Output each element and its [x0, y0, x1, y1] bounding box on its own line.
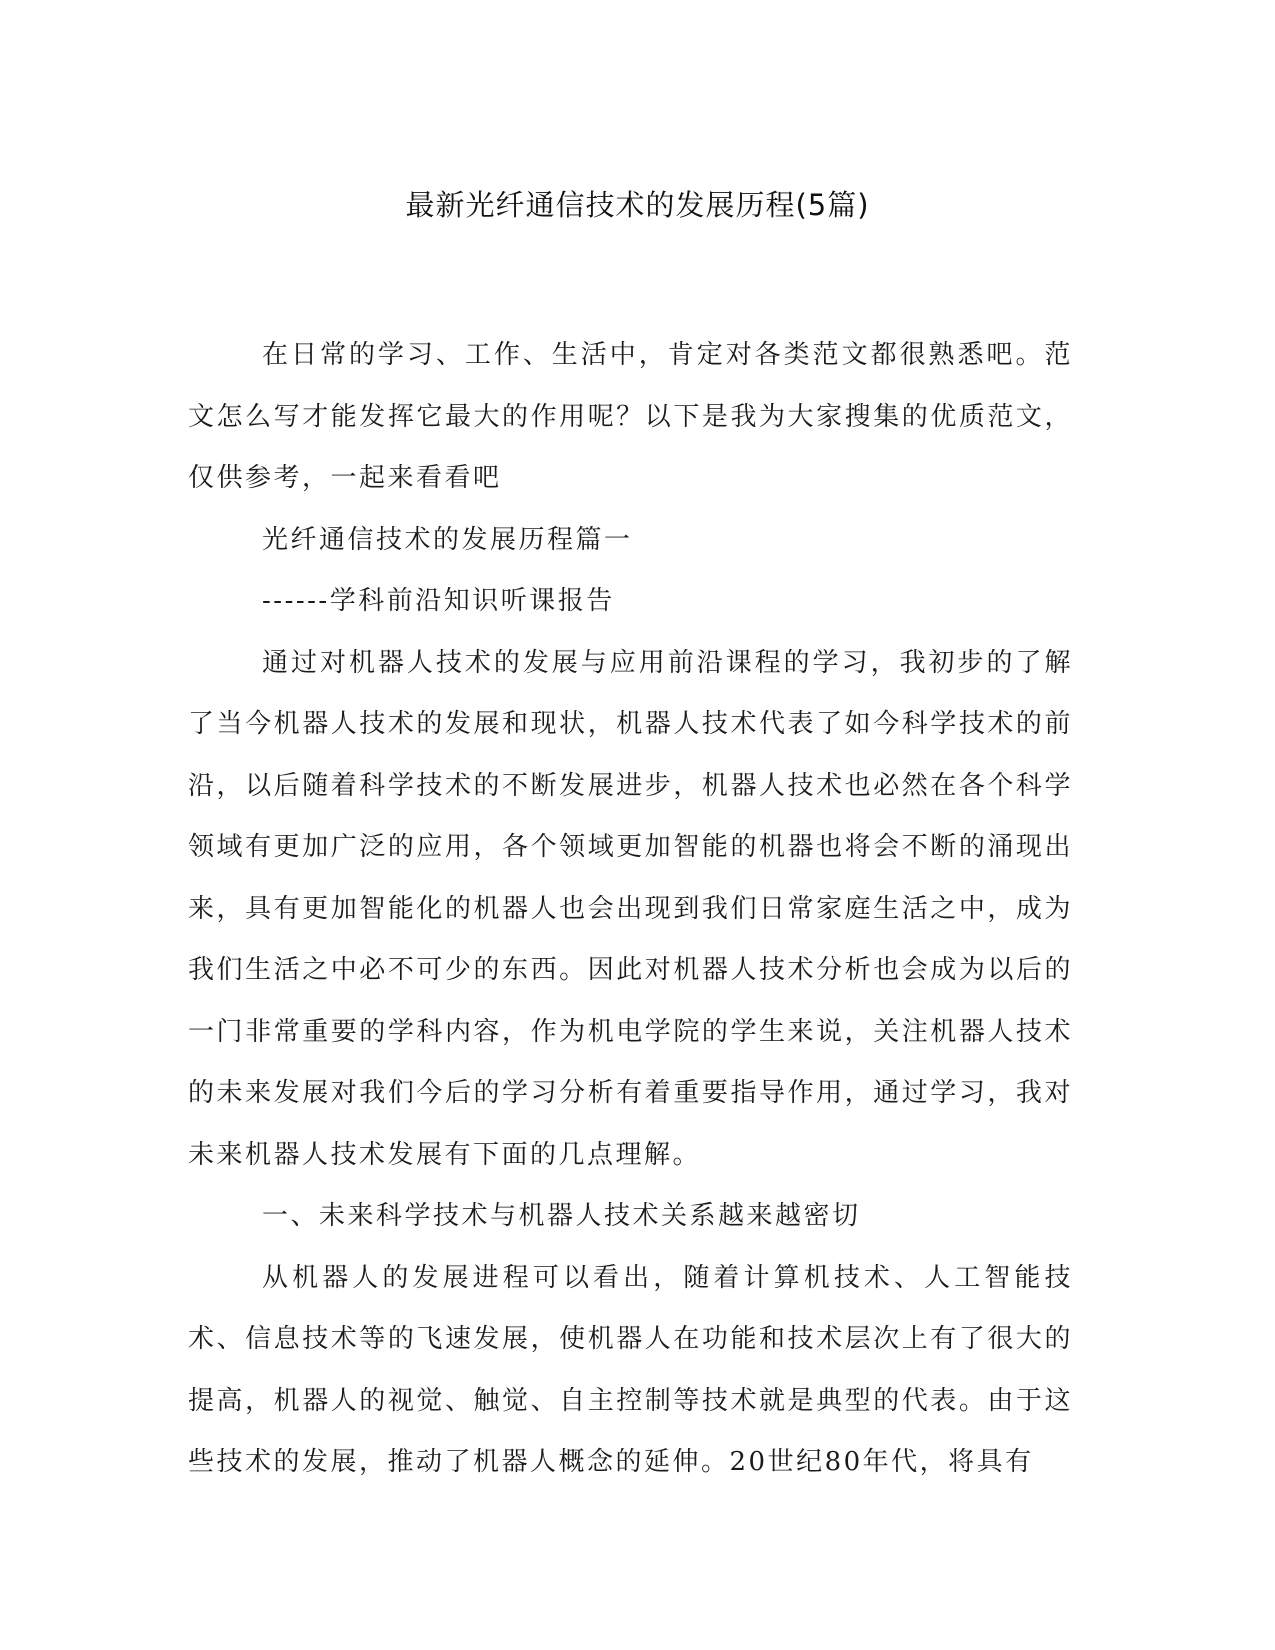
intro-paragraph: 在日常的学习、工作、生活中，肯定对各类范文都很熟悉吧。范文怎么写才能发挥它最大的作用呢？以下是我为大家搜集的优质范文，仅供参考，一起来看看吧	[188, 340, 1073, 493]
body-paragraph: 从机器人的发展进程可以看出，随着计算机技术、人工智能技术、信息技术等的飞速发展，使机器人在功能和技术层次上有了很大的提高，机器人的视觉、触觉、自主控制等技术就是典型的代表。由于这些技术的发展，推动了机器人概念的延伸。20世纪80年代，将具有	[188, 1262, 1073, 1477]
document-title: 最新光纤通信技术的发展历程(5篇)	[405, 188, 870, 222]
point-heading: 一、未来科学技术与机器人技术关系越来越密切	[262, 1201, 861, 1231]
report-subtitle: ------学科前沿知识听课报告	[262, 586, 615, 616]
body-paragraph: 通过对机器人技术的发展与应用前沿课程的学习，我初步的了解了当今机器人技术的发展和现状，机器人技术代表了如今科学技术的前沿，以后随着科学技术的不断发展进步，机器人技术也必然在各个科学领域有更加广泛的应用，各个领域更加智能的机器也将会不断的涌现出来，具有更加智能化的机器人也会出现到我们日常家庭生活之中，成为我们生活之中必不可少的东西。因此对机器人技术分析也会成为以后的一门非常重要的学科内容，作为机电学院的学生来说，关注机器人技术的未来发展对我们今后的学习分析有着重要指导作用，通过学习，我对未来机器人技术发展有下面的几点理解。	[188, 647, 1073, 1170]
section-heading: 光纤通信技术的发展历程篇一	[262, 524, 633, 555]
document-body	[188, 325, 1073, 1494]
